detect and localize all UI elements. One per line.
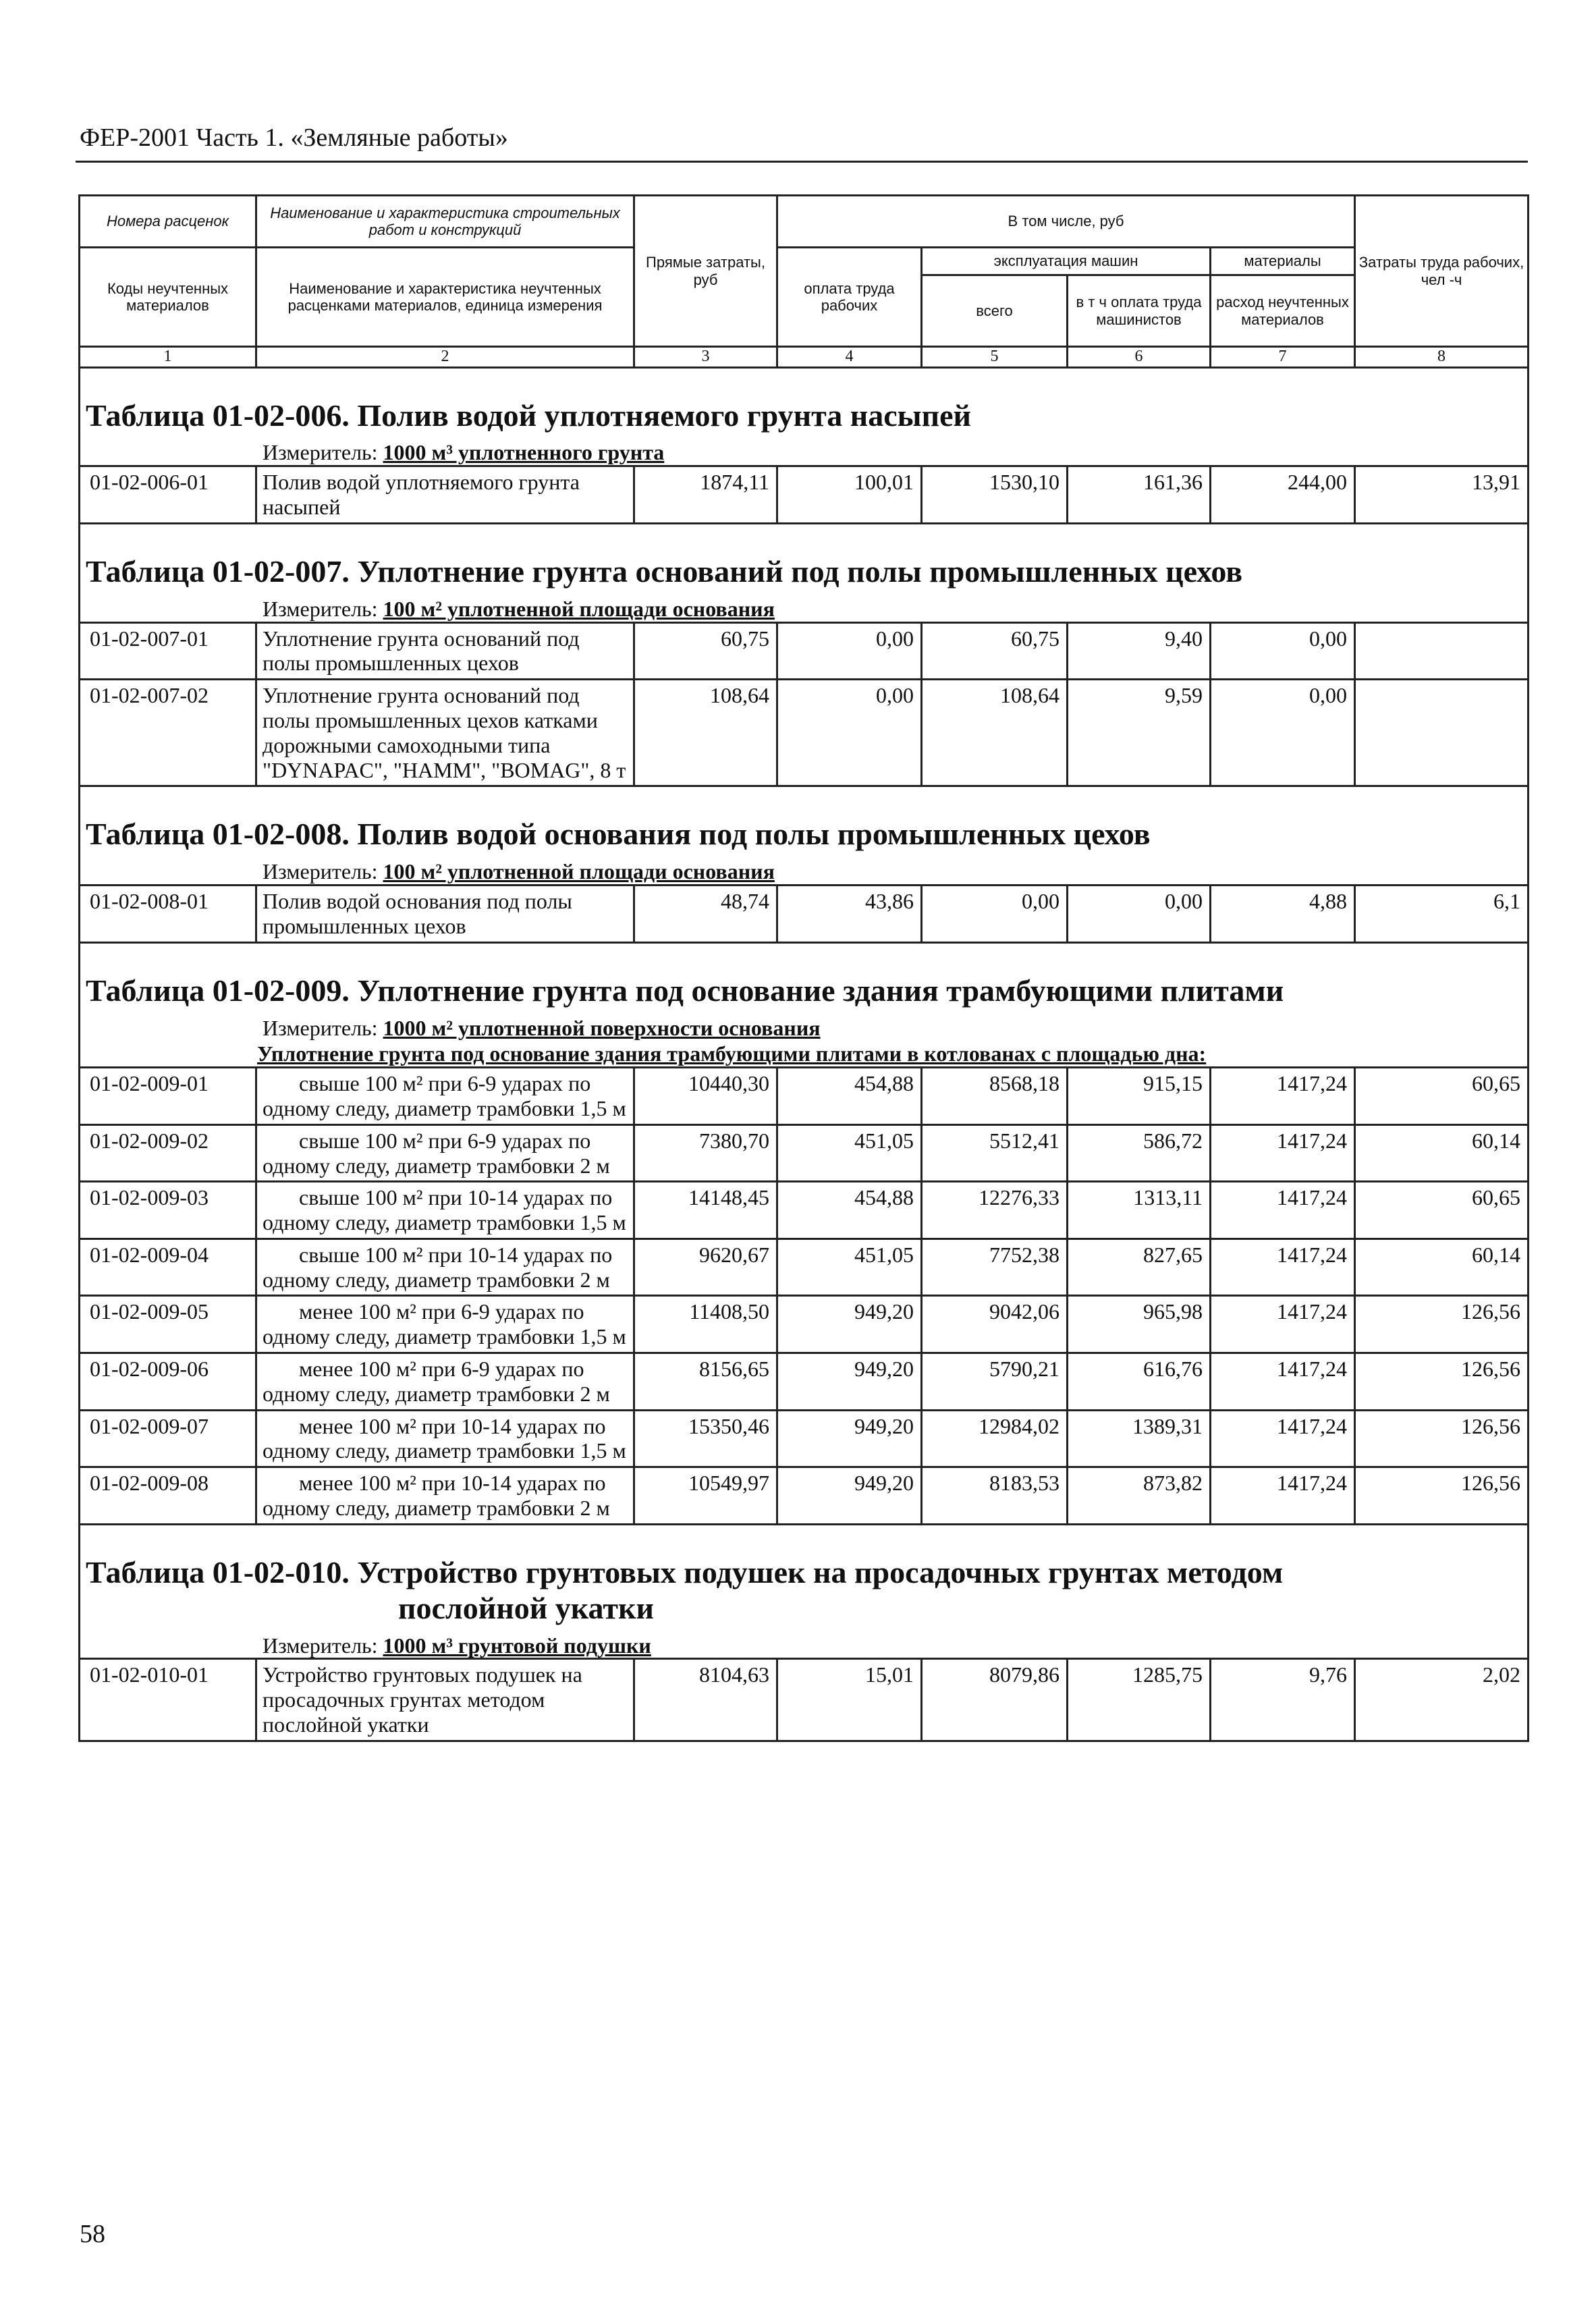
rate-code: 01-02-010-01 [80,1659,256,1741]
rate-name: свыше 100 м² при 6-9 ударах по одному следу, диаметр трамбовки 2 м [256,1124,634,1182]
wage: 0,00 [777,622,922,680]
table-row [80,1410,1529,1467]
machinist-wage: 1313,11 [1068,1182,1211,1239]
col-material-names-header: Наименование и характеристика неучтенных расценками материалов, единица измерения [256,248,634,347]
measure-unit: Измеритель: 1000 м² уплотненной поверхности основания [80,1012,1529,1041]
col-number: 2 [256,347,634,368]
measure-unit: Измеритель: 1000 м³ уплотненного грунта [80,436,1529,466]
materials: 0,00 [1211,622,1355,680]
materials: 1417,24 [1211,1182,1355,1239]
rate-name: Устройство грунтовых подушек на просадочных грунтах методом послойной укатки [256,1659,634,1741]
materials: 9,76 [1211,1659,1355,1741]
header-rule [76,161,1528,163]
direct-costs: 8104,63 [634,1659,777,1741]
col-number: 3 [634,347,777,368]
direct-costs: 60,75 [634,622,777,680]
rate-code: 01-02-009-04 [80,1239,256,1296]
materials: 1417,24 [1211,1124,1355,1182]
machines-total: 60,75 [922,622,1068,680]
section-title: Таблица 01-02-006. Полив водой уплотняемого грунта насыпей [80,367,1529,436]
machinist-wage: 1389,31 [1068,1410,1211,1467]
rate-code: 01-02-009-05 [80,1296,256,1353]
rate-name: Уплотнение грунта оснований под полы промышленных цехов катками дорожными самоходными типа "DYNAPAC", "HAMM", "BOMAG", 8 т [256,680,634,786]
measure-row [80,1012,1529,1041]
materials: 0,00 [1211,680,1355,786]
wage: 454,88 [777,1068,922,1125]
labor: 60,14 [1355,1124,1529,1182]
direct-costs: 10549,97 [634,1467,777,1525]
materials: 1417,24 [1211,1068,1355,1125]
labor [1355,680,1529,786]
table-row [80,1068,1529,1125]
page-number: 58 [80,2220,105,2248]
table-row [80,622,1529,680]
labor: 2,02 [1355,1659,1529,1741]
direct-costs: 11408,50 [634,1296,777,1353]
direct-costs: 15350,46 [634,1410,777,1467]
machines-total: 9042,06 [922,1296,1068,1353]
table-row [80,466,1529,524]
rate-code: 01-02-009-06 [80,1353,256,1411]
rate-name: менее 100 м² при 6-9 ударах по одному следу, диаметр трамбовки 2 м [256,1353,634,1411]
col-wage-header: оплата труда рабочих [777,248,922,347]
rate-code: 01-02-007-01 [80,622,256,680]
col-machinist-wage-header: в т ч оплата труда машинистов [1068,275,1211,347]
machinist-wage: 827,65 [1068,1239,1211,1296]
rate-code: 01-02-009-03 [80,1182,256,1239]
wage: 949,20 [777,1353,922,1411]
machinist-wage: 9,40 [1068,622,1211,680]
group-heading: Уплотнение грунта под основание здания трамбующими плитами в котлованах с площадью дна: [80,1040,1529,1067]
labor: 60,65 [1355,1068,1529,1125]
wage: 15,01 [777,1659,922,1741]
group-row [80,1040,1529,1067]
machines-total: 1530,10 [922,466,1068,524]
wage: 43,86 [777,886,922,943]
rates-table [78,194,1529,1742]
section-title: Таблица 01-02-007. Уплотнение грунта оснований под полы промышленных цехов [80,523,1529,592]
section-title-row [80,367,1529,436]
machines-total: 0,00 [922,886,1068,943]
col-unaccounted-materials-header: расход неучтенных материалов [1211,275,1355,347]
wage: 0,00 [777,680,922,786]
labor: 126,56 [1355,1296,1529,1353]
materials: 1417,24 [1211,1410,1355,1467]
measure-row [80,1629,1529,1659]
labor: 60,14 [1355,1239,1529,1296]
materials-header: материалы [1211,248,1355,275]
wage: 949,20 [777,1410,922,1467]
rate-code: 01-02-009-02 [80,1124,256,1182]
table-row [80,1659,1529,1741]
table-header-row-1 [80,196,1529,248]
materials: 1417,24 [1211,1353,1355,1411]
direct-costs: 14148,45 [634,1182,777,1239]
machinist-wage: 616,76 [1068,1353,1211,1411]
materials: 4,88 [1211,886,1355,943]
col-number: 1 [80,347,256,368]
labor: 6,1 [1355,886,1529,943]
section-title-row [80,523,1529,592]
direct-costs: 108,64 [634,680,777,786]
machinist-wage: 161,36 [1068,466,1211,524]
col-labor-header: Затраты труда рабочих, чел -ч [1355,196,1529,347]
measure-unit: Измеритель: 1000 м³ грунтовой подушки [80,1629,1529,1659]
table-row [80,1296,1529,1353]
col-number: 4 [777,347,922,368]
col-direct-costs-header: Прямые затраты, руб [634,196,777,347]
running-header: ФЕР-2001 Часть 1. «Земляные работы» [80,124,508,152]
materials: 1417,24 [1211,1467,1355,1525]
col-rate-number-header: Номера расценок [80,196,256,248]
materials: 1417,24 [1211,1239,1355,1296]
machinist-wage: 0,00 [1068,886,1211,943]
machinist-wage: 1285,75 [1068,1659,1211,1741]
rate-code: 01-02-009-01 [80,1068,256,1125]
rate-name: Полив водой основания под полы промышленных цехов [256,886,634,943]
wage: 949,20 [777,1467,922,1525]
rate-code: 01-02-009-07 [80,1410,256,1467]
machinist-wage: 9,59 [1068,680,1211,786]
table-header-row-2 [80,248,1529,275]
direct-costs: 7380,70 [634,1124,777,1182]
wage: 451,05 [777,1124,922,1182]
col-number: 6 [1068,347,1211,368]
machines-total: 5512,41 [922,1124,1068,1182]
machines-total: 8079,86 [922,1659,1068,1741]
col-number: 8 [1355,347,1529,368]
direct-costs: 1874,11 [634,466,777,524]
including-header: В том числе, руб [777,196,1355,248]
section-title-row [80,1524,1529,1629]
machinist-wage: 873,82 [1068,1467,1211,1525]
rate-name: менее 100 м² при 10-14 ударах по одному следу, диаметр трамбовки 1,5 м [256,1410,634,1467]
machines-total: 8568,18 [922,1068,1068,1125]
direct-costs: 8156,65 [634,1353,777,1411]
rate-name: свыше 100 м² при 10-14 ударах по одному следу, диаметр трамбовки 1,5 м [256,1182,634,1239]
table-row [80,1239,1529,1296]
wage: 949,20 [777,1296,922,1353]
section-title-row [80,786,1529,855]
table-row [80,680,1529,786]
measure-row [80,593,1529,622]
measure-unit: Измеритель: 100 м² уплотненной площади основания [80,593,1529,622]
rate-code: 01-02-006-01 [80,466,256,524]
machinist-wage: 965,98 [1068,1296,1211,1353]
machines-total: 8183,53 [922,1467,1068,1525]
wage: 451,05 [777,1239,922,1296]
rate-name: менее 100 м² при 6-9 ударах по одному следу, диаметр трамбовки 1,5 м [256,1296,634,1353]
labor: 60,65 [1355,1182,1529,1239]
machinist-wage: 586,72 [1068,1124,1211,1182]
rate-code: 01-02-009-08 [80,1467,256,1525]
rate-name: свыше 100 м² при 6-9 ударах по одному следу, диаметр трамбовки 1,5 м [256,1068,634,1125]
table-row [80,1353,1529,1411]
direct-costs: 48,74 [634,886,777,943]
direct-costs: 10440,30 [634,1068,777,1125]
table-row [80,1467,1529,1525]
column-numbers-row [80,347,1529,368]
machines-total: 7752,38 [922,1239,1068,1296]
labor: 126,56 [1355,1467,1529,1525]
rate-name: Уплотнение грунта оснований под полы промышленных цехов [256,622,634,680]
measure-unit: Измеритель: 100 м² уплотненной площади основания [80,855,1529,885]
col-work-name-header: Наименование и характеристика строительных работ и конструкций [256,196,634,248]
col-number: 5 [922,347,1068,368]
machines-total: 12984,02 [922,1410,1068,1467]
rate-code: 01-02-007-02 [80,680,256,786]
table-row [80,1182,1529,1239]
wage: 100,01 [777,466,922,524]
section-title-row [80,942,1529,1011]
machines-header: эксплуатация машин [922,248,1211,275]
section-title: Таблица 01-02-009. Уплотнение грунта под основание здания трамбующими плитами [80,942,1529,1011]
machinist-wage: 915,15 [1068,1068,1211,1125]
section-title: Таблица 01-02-008. Полив водой основания под полы промышленных цехов [80,786,1529,855]
machines-total: 108,64 [922,680,1068,786]
labor: 126,56 [1355,1353,1529,1411]
col-material-codes-header: Коды неучтенных материалов [80,248,256,347]
labor [1355,622,1529,680]
direct-costs: 9620,67 [634,1239,777,1296]
machines-total: 12276,33 [922,1182,1068,1239]
labor: 13,91 [1355,466,1529,524]
col-machines-total-header: всего [922,275,1068,347]
machines-total: 5790,21 [922,1353,1068,1411]
col-number: 7 [1211,347,1355,368]
measure-row [80,436,1529,466]
labor: 126,56 [1355,1410,1529,1467]
table-row [80,1124,1529,1182]
section-title: Таблица 01-02-010. Устройство грунтовых подушек на просадочных грунтах методом послойной укатки [80,1524,1529,1629]
measure-row [80,855,1529,885]
rate-name: свыше 100 м² при 10-14 ударах по одному следу, диаметр трамбовки 2 м [256,1239,634,1296]
materials: 1417,24 [1211,1296,1355,1353]
materials: 244,00 [1211,466,1355,524]
rate-name: менее 100 м² при 10-14 ударах по одному следу, диаметр трамбовки 2 м [256,1467,634,1525]
wage: 454,88 [777,1182,922,1239]
rate-code: 01-02-008-01 [80,886,256,943]
rate-name: Полив водой уплотняемого грунта насыпей [256,466,634,524]
table-row [80,886,1529,943]
